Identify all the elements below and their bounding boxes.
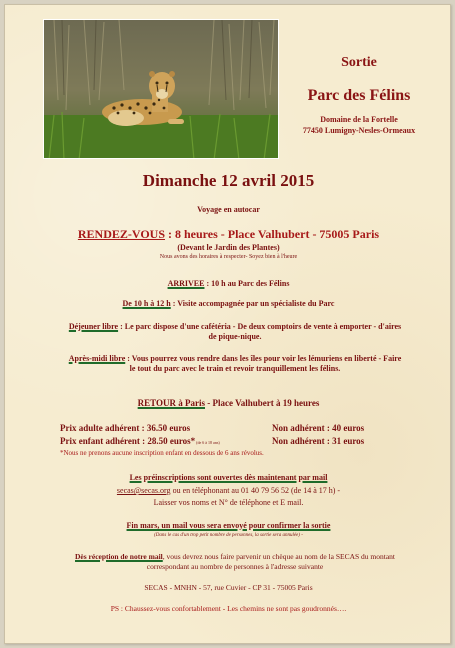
rendezvous-details: : 8 heures - Place Valhubert - 75005 Paris bbox=[165, 227, 380, 241]
header-block bbox=[273, 55, 445, 136]
registration-phone: ou en téléphonant au 01 40 79 56 52 (de 14 à 17 h) - bbox=[170, 486, 341, 495]
arrival-label: ARRIVEE bbox=[167, 279, 205, 288]
payment-label: Dès réception de notre mail bbox=[75, 552, 163, 561]
flyer-page bbox=[4, 4, 451, 644]
afternoon-label: Après-midi libre bbox=[68, 354, 126, 363]
cheetah-illustration bbox=[44, 20, 279, 159]
header-location bbox=[273, 114, 445, 136]
postscript: PS : Chaussez-vous confortablement - Les chemins ne sont pas goudronnés…. bbox=[110, 604, 347, 613]
lunch-label: Déjeuner libre bbox=[68, 322, 119, 331]
registration-instructions: Laisser vos noms et N° de téléphone et E mail. bbox=[153, 498, 304, 507]
transport-info: Voyage en autocar bbox=[197, 205, 260, 214]
rendezvous-sub: (Devant le Jardin des Plantes) bbox=[177, 243, 280, 252]
return-label: RETOUR à Paris bbox=[137, 398, 205, 408]
confirmation-title: Fin mars, un mail vous sera envoyé pour confirmer la sortie bbox=[126, 521, 331, 530]
header-title: Sortie bbox=[341, 55, 377, 70]
return-details: - Place Valhubert à 19 heures bbox=[205, 398, 320, 408]
rendezvous-line bbox=[5, 227, 452, 242]
cheetah-photo bbox=[43, 19, 279, 159]
visit-details: : Visite accompagnée par un spécialiste du Parc bbox=[170, 299, 335, 308]
header-address: 77450 Lumigny-Nesles-Ormeaux bbox=[302, 126, 416, 135]
rendezvous-note: Nous avons des horaires à respecter- Soyez bien à l'heure bbox=[159, 254, 298, 260]
price-child-member: Prix enfant adhérent : 28.50 euros* bbox=[60, 436, 196, 446]
postal-address: SECAS - MNHN - 57, rue Cuvier - CP 31 - 75005 Paris bbox=[144, 583, 313, 592]
registration-title-line bbox=[5, 473, 452, 482]
registration-title: Les préinscriptions sont ouvertes dès maintenant par mail bbox=[129, 473, 328, 482]
visit-line bbox=[5, 299, 452, 308]
header-domain: Domaine de la Fortelle bbox=[320, 115, 398, 124]
price-adult-non-member: Non adhérent : 40 euros bbox=[272, 423, 365, 433]
registration-email-link[interactable]: secas@secas.org bbox=[116, 486, 171, 495]
header-park-name: Parc des Félins bbox=[307, 87, 411, 104]
arrival-details: : 10 h au Parc des Félins bbox=[204, 279, 290, 288]
lunch-block bbox=[65, 322, 405, 342]
price-child-age-note: (de 6 à 18 ans) bbox=[195, 440, 220, 445]
afternoon-details: : Vous pourrez vous rendre dans les îles pour voir les lémuriens en liberté - Faire le tout du parc avec le train et revoir tranquillement les félins. bbox=[125, 354, 402, 373]
payment-block bbox=[65, 552, 405, 572]
arrival-line bbox=[5, 279, 452, 288]
registration-contact bbox=[5, 486, 452, 495]
return-line bbox=[5, 398, 452, 408]
price-child-member-group bbox=[60, 436, 220, 446]
confirmation-note: (Dans le cas d'un trop petit nombre de personnes, la sortie sera annulée) - bbox=[154, 533, 303, 538]
confirmation-title-line bbox=[5, 521, 452, 530]
lunch-details: : Le parc dispose d'une cafétéria - De deux comptoirs de vente à emporter - d'aires de pique-nique. bbox=[118, 322, 402, 341]
price-child-non-member: Non adhérent : 31 euros bbox=[272, 436, 365, 446]
event-date: Dimanche 12 avril 2015 bbox=[142, 171, 315, 190]
rendezvous-label: RENDEZ-VOUS bbox=[77, 227, 165, 241]
afternoon-block bbox=[65, 354, 405, 374]
payment-details: , vous devrez nous faire parvenir un chèque au nom de la SECAS du montant correspondant au nombre de personnes à l'adresse suivante bbox=[146, 552, 395, 571]
visit-label: De 10 h à 12 h bbox=[122, 299, 171, 308]
price-note: *Nous ne prenons aucune inscription enfant en dessous de 6 ans révolus. bbox=[60, 449, 264, 457]
price-adult-member: Prix adulte adhérent : 36.50 euros bbox=[60, 423, 191, 433]
